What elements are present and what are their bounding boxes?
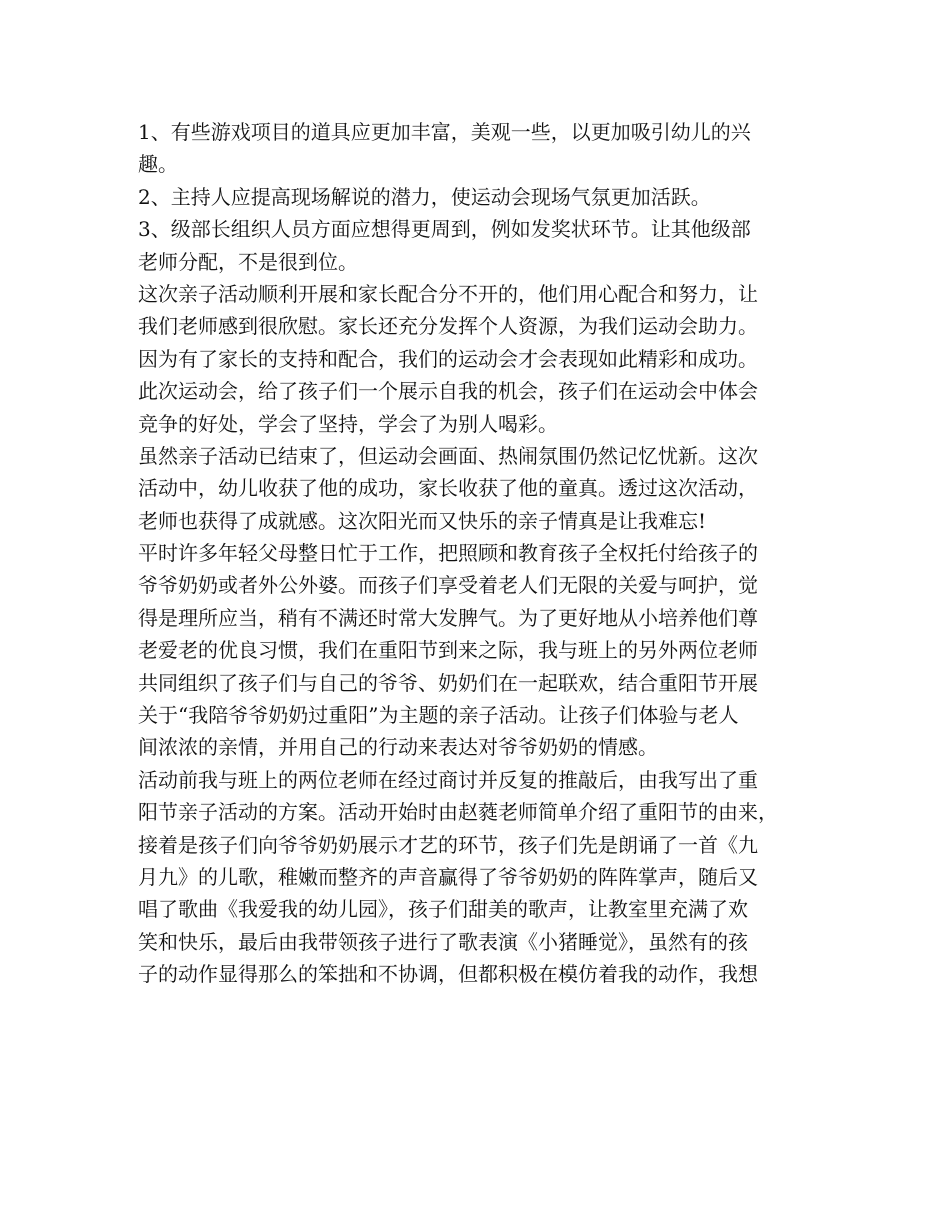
text-line: 接着是孩子们向爷爷奶奶展示才艺的环节，孩子们先是朗诵了一首《九: [138, 832, 758, 857]
text-line: 唱了歌曲《我爱我的幼儿园》，孩子们甜美的歌声，让教室里充满了欢: [138, 897, 748, 922]
text-line: 此次运动会，给了孩子们一个展示自我的机会，孩子们在运动会中体会: [138, 379, 758, 404]
text-line: 虽然亲子活动已结束了，但运动会画面、热闹氛围仍然记忆忧新。这次: [138, 443, 758, 468]
text-line: 笑和快乐，最后由我带领孩子进行了歌表演《小猪睡觉》，虽然有的孩: [138, 929, 748, 954]
text-line: 得是理所应当，稍有不满还时常大发脾气。为了更好地从小培养他们尊: [138, 605, 758, 630]
text-line: 月九》的儿歌，稚嫩而整齐的声音赢得了爷爷奶奶的阵阵掌声，随后又: [138, 864, 758, 889]
text-line: 老师分配，不是很到位。: [138, 249, 358, 274]
text-line: 3、级部长组织人员方面应想得更周到，例如发奖状环节。让其他级部: [138, 217, 751, 242]
text-line: 这次亲子活动顺利开展和家长配合分不开的，他们用心配合和努力，让: [138, 281, 758, 306]
body-text: [138, 116, 828, 991]
text-line: 共同组织了孩子们与自己的爷爷、奶奶们在一起联欢，结合重阳节开展: [138, 670, 758, 695]
text-line: 平时许多年轻父母整日忙于工作，把照顾和教育孩子全权托付给孩子的: [138, 541, 758, 566]
text-line: 1、有些游戏项目的道具应更加丰富，美观一些，以更加吸引幼儿的兴: [138, 120, 751, 144]
text-line: 老师也获得了成就感。这次阳光而又快乐的亲子情真是让我难忘!: [138, 508, 707, 533]
text-line: 趣。: [138, 152, 178, 177]
text-line: 阳节亲子活动的方案。活动开始时由赵蕤老师简单介绍了重阳节的由来，: [138, 800, 778, 825]
text-line: 子的动作显得那么的笨拙和不协调，但都积极在模仿着我的动作，我想: [138, 962, 758, 987]
text-line: 活动前我与班上的两位老师在经过商讨并反复的推敲后，由我写出了重: [138, 767, 758, 792]
text-line: 我们老师感到很欣慰。家长还充分发挥个人资源，为我们运动会助力。: [138, 314, 758, 339]
text-line: 间浓浓的亲情，并用自己的行动来表达对爷爷奶奶的情感。: [138, 735, 658, 760]
text-line: 活动中，幼儿收获了他的成功，家长收获了他的童真。透过这次活动，: [138, 476, 758, 501]
text-line: 关于“我陪爷爷奶奶过重阳”为主题的亲子活动。让孩子们体验与老人: [138, 703, 739, 728]
text-line: 2、主持人应提高现场解说的潜力，使运动会现场气氛更加活跃。: [138, 184, 711, 209]
text-line: 老爱老的优良习惯，我们在重阳节到来之际，我与班上的另外两位老师: [138, 638, 758, 663]
text-line: 竞争的好处，学会了坚持，学会了为别人喝彩。: [138, 411, 558, 436]
text-line: 爷爷奶奶或者外公外婆。而孩子们享受着老人们无限的关爱与呵护，觉: [138, 573, 758, 598]
text-line: 因为有了家长的支持和配合，我们的运动会才会表现如此精彩和成功。: [138, 346, 758, 371]
